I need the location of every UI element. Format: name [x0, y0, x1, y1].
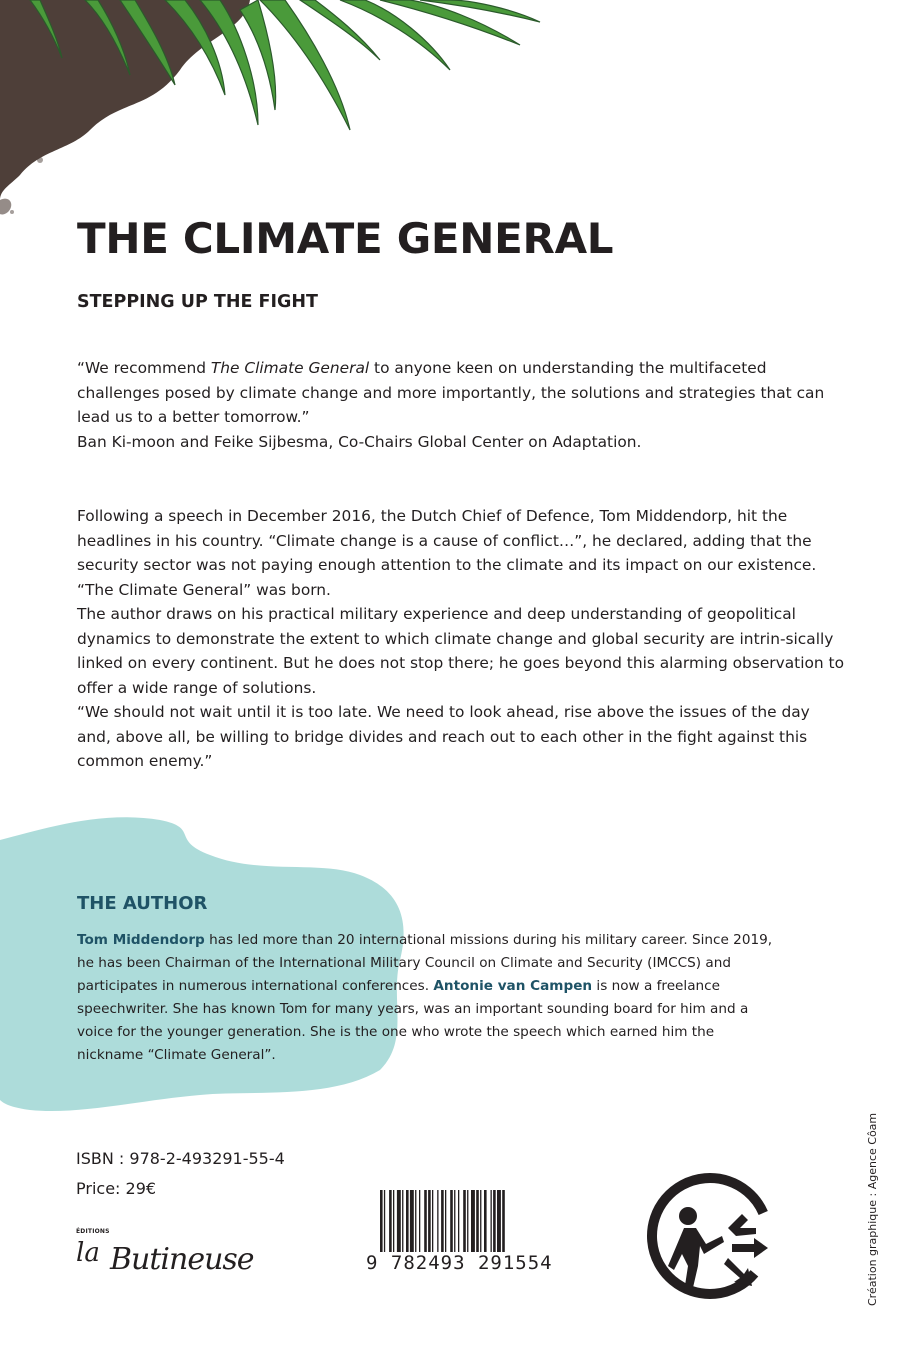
quote-book-title: The Climate General — [210, 359, 370, 377]
description-paragraph-1: Following a speech in December 2016, the Dutch Chief of Defence, Tom Middendorp, hit the headlines in his country. “Climate change is a cause of conflict…”, he declared, adding that the security sector was not paying enough attention to the climate and its impact on our existence. “The Climate General” was born. — [77, 507, 817, 599]
palm-leaves-illustration — [0, 0, 560, 230]
price: Price: 29€ — [76, 1179, 157, 1198]
author-bio-text — [77, 929, 777, 1067]
coauthor-name: Antonie van Campen — [433, 978, 593, 994]
quote-attribution: Ban Ki-moon and Feike Sijbesma, Co-Chairs Global Center on Adaptation. — [77, 432, 642, 451]
design-credit: Création graphique : Agence Côam — [866, 1112, 879, 1306]
endorsement-quote — [77, 356, 847, 454]
barcode-digits: 9 782493 291554 — [366, 1252, 571, 1274]
quote-text — [77, 356, 847, 430]
publisher-la-label: la — [76, 1238, 100, 1268]
quote-rest: to anyone keen on understanding the multifaceted challenges posed by climate change and more importantly, the solutions and strategies that can lead us to a better tomorrow.” — [77, 359, 825, 426]
book-title: THE CLIMATE GENERAL — [77, 214, 614, 263]
publisher-editions-label: ÉDITIONS — [76, 1228, 110, 1235]
book-subtitle: STEPPING UP THE FIGHT — [77, 292, 318, 312]
author-bio-part-1: has led more than 20 international missions during his military career. Since 2019, he has been Chairman of the International Military Council on Climate and Security (IMCCS) and participates in numerous international conferences. — [77, 932, 773, 994]
author-heading: THE AUTHOR — [77, 893, 208, 914]
triman-recycling-icon — [644, 1170, 776, 1302]
description-paragraph-3: “We should not wait until it is too late. We need to look ahead, rise above the issues of the day and, above all, be willing to bridge divides and reach out to each other in the fight against this common enemy.” — [77, 703, 810, 770]
author-bio — [77, 929, 777, 1067]
author-name: Tom Middendorp — [77, 932, 205, 948]
publisher-brand: Butineuse — [110, 1242, 254, 1277]
book-description — [77, 504, 847, 774]
isbn: ISBN : 978-2-493291-55-4 — [76, 1149, 285, 1168]
description-paragraph-2: The author draws on his practical military experience and deep understanding of geopolitical dynamics to demonstrate the extent to which climate change and global security are intrin-sically linked on every continent. But he does not stop there; he goes beyond this alarming observation to offer a wide range of solutions. — [77, 605, 844, 697]
quote-open: “We recommend — [77, 359, 211, 377]
publisher-logo — [76, 1224, 252, 1296]
author-bio-part-2: is now a freelance speechwriter. She has known Tom for many years, was an important sounding board for him and a voice for the younger generation. She is the one who wrote the speech which earned him the nickname “Climate General”. — [77, 978, 749, 1063]
